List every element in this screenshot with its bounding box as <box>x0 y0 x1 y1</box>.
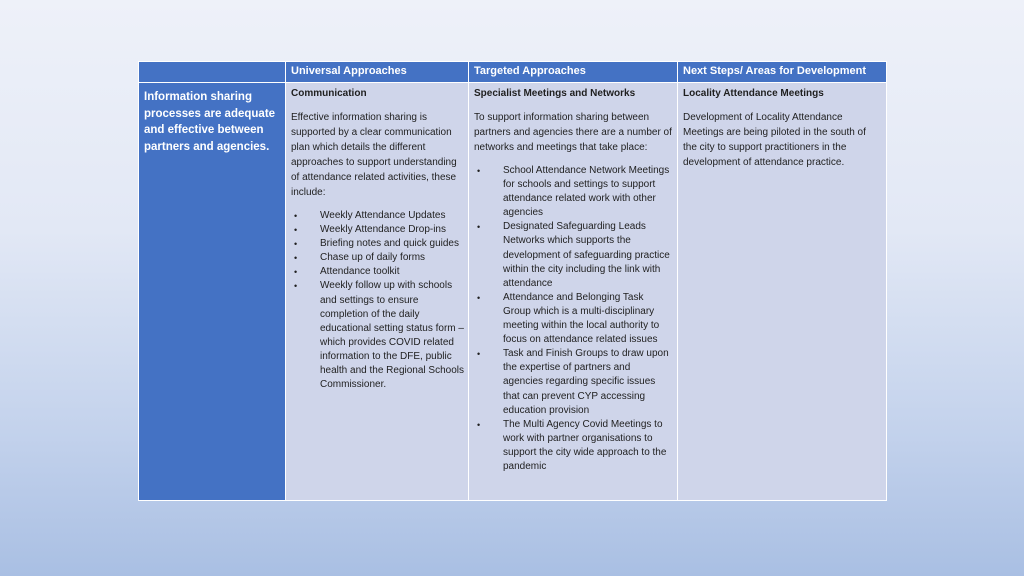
list-item <box>474 164 673 220</box>
list-item-text: Attendance and Belonging Task Group which is a multi-disciplinary meeting within the local authority to focus on attendance related issues <box>503 291 660 346</box>
list-item-text: Chase up of daily forms <box>320 252 426 264</box>
list-item <box>291 223 464 237</box>
targeted-title: Specialist Meetings and Networks <box>474 88 636 99</box>
list-item <box>291 209 464 223</box>
list-item <box>474 291 673 347</box>
next-steps-cell <box>678 83 887 501</box>
list-item-text: School Attendance Network Meetings for schools and settings to support attendance related work with other agencies <box>503 165 670 219</box>
list-item <box>291 251 464 265</box>
list-item <box>291 279 464 392</box>
universal-cell <box>286 83 469 501</box>
header-row <box>139 62 887 83</box>
attendance-approaches-table <box>138 61 887 501</box>
header-universal-approaches: Universal Approaches <box>286 62 469 83</box>
bullet-icon: • <box>477 222 481 233</box>
list-item-text: The Multi Agency Covid Meetings to work with partner organisations to support the city wide approach to the pandemic <box>503 418 667 472</box>
next-steps-text: Development of Locality Attendance Meetings are being piloted in the south of the city to support practitioners in the development of attendance practice. <box>683 112 866 168</box>
universal-bullet-list <box>291 209 464 392</box>
information-sharing-row <box>139 83 887 501</box>
row-label: Information sharing processes are adequate and effective between partners and agencies. <box>144 91 276 153</box>
list-item <box>291 237 464 251</box>
list-item <box>474 418 673 474</box>
targeted-intro: To support information sharing between partners and agencies there are a number of networks and meetings that take place: <box>474 112 672 153</box>
list-item <box>474 347 673 417</box>
bullet-icon: • <box>477 349 481 360</box>
targeted-cell <box>469 83 678 501</box>
bullet-icon: • <box>477 166 481 176</box>
bullet-icon: • <box>294 239 298 250</box>
bullet-icon: • <box>477 292 481 303</box>
targeted-bullet-list <box>474 164 673 474</box>
list-item <box>474 220 673 290</box>
list-item-text: Designated Safeguarding Leads Networks which supports the development of safeguarding practice within the city including the link with attendance <box>503 221 670 289</box>
list-item-text: Weekly Attendance Updates <box>320 210 446 221</box>
bullet-icon: • <box>294 267 298 278</box>
universal-intro: Effective information sharing is supported by a clear communication plan which details the different approaches to support understanding of attendance related activities, these include: <box>291 112 457 198</box>
header-blank-cell <box>139 62 286 83</box>
bullet-icon: • <box>294 253 298 264</box>
list-item-text: Weekly follow up with schools and settings to ensure completion of the daily educational setting status form – which provides COVID related information to the DFE, public health and the Regional Schools Commissioner. <box>320 280 464 391</box>
row-label-cell <box>139 83 286 501</box>
header-next-steps: Next Steps/ Areas for Development <box>678 62 887 83</box>
bullet-icon: • <box>294 225 298 236</box>
list-item <box>291 265 464 279</box>
next-steps-title: Locality Attendance Meetings <box>683 88 824 99</box>
universal-title: Communication <box>291 88 367 99</box>
list-item-text: Weekly Attendance Drop-ins <box>320 224 446 236</box>
list-item-text: Task and Finish Groups to draw upon the expertise of partners and agencies regarding specific issues that can prevent CYP accessing education provision <box>503 348 669 416</box>
bullet-icon: • <box>294 211 298 221</box>
list-item-text: Briefing notes and quick guides <box>320 238 459 250</box>
header-targeted-approaches: Targeted Approaches <box>469 62 678 83</box>
list-item-text: Attendance toolkit <box>320 266 400 278</box>
bullet-icon: • <box>294 281 298 292</box>
bullet-icon: • <box>477 419 481 430</box>
